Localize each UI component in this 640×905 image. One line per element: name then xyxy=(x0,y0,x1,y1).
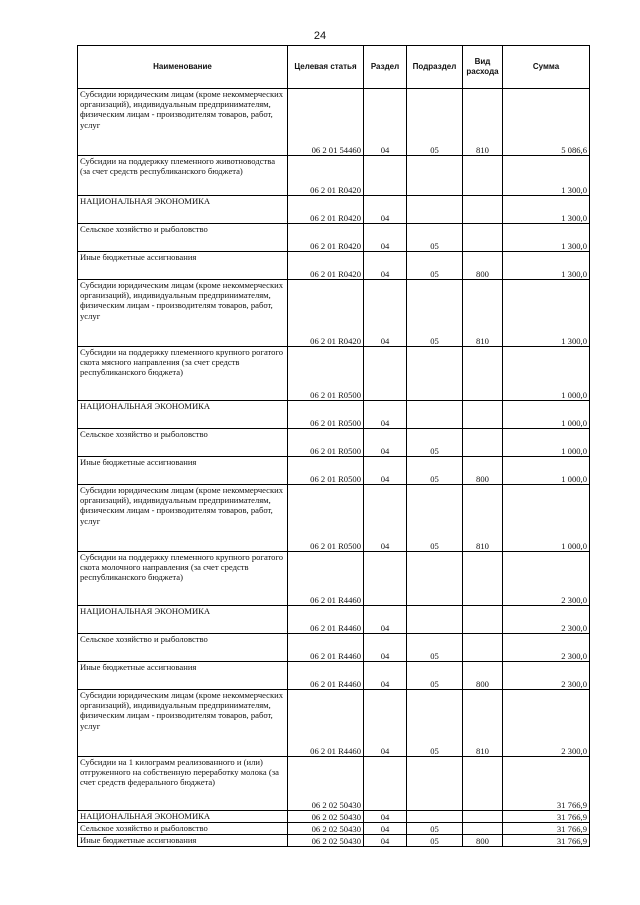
table-body xyxy=(78,89,590,847)
row-name: НАЦИОНАЛЬНАЯ ЭКОНОМИКА xyxy=(78,196,288,224)
row-target-article: 06 2 01 R4460 xyxy=(288,634,364,662)
row-target-article: 06 2 01 R0420 xyxy=(288,252,364,280)
row-expense-type xyxy=(463,429,503,457)
row-section: 04 xyxy=(364,280,407,347)
table-row xyxy=(78,634,590,662)
row-section: 04 xyxy=(364,835,407,847)
budget-table xyxy=(77,45,590,847)
row-subsection: 05 xyxy=(407,252,463,280)
row-subsection xyxy=(407,606,463,634)
row-section: 04 xyxy=(364,634,407,662)
row-subsection: 05 xyxy=(407,662,463,690)
header-sum: Сумма xyxy=(503,46,590,89)
row-name: Субсидии на поддержку племенного животноводства (за счет средств республиканского бюджета) xyxy=(78,156,288,196)
row-expense-type xyxy=(463,401,503,429)
row-name: Иные бюджетные ассигнования xyxy=(78,835,288,847)
row-name: Сельское хозяйство и рыболовство xyxy=(78,634,288,662)
row-target-article: 06 2 01 R0500 xyxy=(288,485,364,552)
row-target-article: 06 2 01 R0420 xyxy=(288,196,364,224)
table-row xyxy=(78,552,590,606)
row-subsection: 05 xyxy=(407,690,463,757)
row-expense-type: 800 xyxy=(463,252,503,280)
row-expense-type xyxy=(463,757,503,811)
row-subsection: 05 xyxy=(407,835,463,847)
table-row xyxy=(78,485,590,552)
table-row xyxy=(78,457,590,485)
row-expense-type: 800 xyxy=(463,662,503,690)
table-row xyxy=(78,280,590,347)
row-section: 04 xyxy=(364,662,407,690)
row-section: 04 xyxy=(364,401,407,429)
row-sum: 31 766,9 xyxy=(503,811,590,823)
row-name: Сельское хозяйство и рыболовство xyxy=(78,224,288,252)
row-name: Иные бюджетные ассигнования xyxy=(78,662,288,690)
row-expense-type: 800 xyxy=(463,457,503,485)
table-row xyxy=(78,757,590,811)
row-target-article: 06 2 01 R0500 xyxy=(288,457,364,485)
row-expense-type xyxy=(463,156,503,196)
row-section: 04 xyxy=(364,811,407,823)
row-sum: 31 766,9 xyxy=(503,757,590,811)
row-sum: 1 300,0 xyxy=(503,156,590,196)
row-section xyxy=(364,757,407,811)
row-section: 04 xyxy=(364,196,407,224)
row-subsection xyxy=(407,347,463,401)
table-row xyxy=(78,252,590,280)
row-subsection: 05 xyxy=(407,280,463,347)
row-section xyxy=(364,347,407,401)
row-target-article: 06 2 01 R0420 xyxy=(288,280,364,347)
row-subsection xyxy=(407,156,463,196)
row-expense-type xyxy=(463,823,503,835)
row-target-article: 06 2 01 R0420 xyxy=(288,224,364,252)
row-expense-type: 810 xyxy=(463,89,503,156)
row-section: 04 xyxy=(364,690,407,757)
row-name: Субсидии юридическим лицам (кроме некоммерческих организаций), индивидуальным предпринимателям, физическим лицам - производителям товаров, работ, услуг xyxy=(78,485,288,552)
row-subsection xyxy=(407,552,463,606)
row-section: 04 xyxy=(364,89,407,156)
table-row xyxy=(78,835,590,847)
row-sum: 2 300,0 xyxy=(503,552,590,606)
row-name: НАЦИОНАЛЬНАЯ ЭКОНОМИКА xyxy=(78,401,288,429)
row-subsection: 05 xyxy=(407,224,463,252)
row-target-article: 06 2 01 R4460 xyxy=(288,606,364,634)
row-sum: 1 000,0 xyxy=(503,347,590,401)
row-expense-type xyxy=(463,196,503,224)
row-name: Субсидии на поддержку племенного крупного рогатого скота мясного направления (за счет средств республиканского бюджета) xyxy=(78,347,288,401)
row-section: 04 xyxy=(364,429,407,457)
row-target-article: 06 2 01 54460 xyxy=(288,89,364,156)
row-expense-type xyxy=(463,606,503,634)
row-subsection: 05 xyxy=(407,457,463,485)
row-expense-type xyxy=(463,224,503,252)
table-row xyxy=(78,224,590,252)
table-row xyxy=(78,690,590,757)
row-target-article: 06 2 01 R4460 xyxy=(288,662,364,690)
row-sum: 1 300,0 xyxy=(503,252,590,280)
row-sum: 1 000,0 xyxy=(503,485,590,552)
row-subsection xyxy=(407,757,463,811)
row-section xyxy=(364,156,407,196)
row-sum: 2 300,0 xyxy=(503,662,590,690)
row-expense-type xyxy=(463,811,503,823)
row-sum: 1 300,0 xyxy=(503,196,590,224)
table-row xyxy=(78,196,590,224)
table-row xyxy=(78,823,590,835)
row-target-article: 06 2 01 R0500 xyxy=(288,401,364,429)
row-sum: 2 300,0 xyxy=(503,634,590,662)
table-row xyxy=(78,401,590,429)
row-sum: 1 000,0 xyxy=(503,457,590,485)
row-expense-type xyxy=(463,634,503,662)
row-section: 04 xyxy=(364,606,407,634)
row-sum: 1 000,0 xyxy=(503,429,590,457)
row-section: 04 xyxy=(364,457,407,485)
table-header-row xyxy=(78,46,590,89)
row-target-article: 06 2 02 50430 xyxy=(288,823,364,835)
page-number: 24 xyxy=(313,30,327,42)
table-row xyxy=(78,347,590,401)
row-target-article: 06 2 02 50430 xyxy=(288,835,364,847)
row-subsection xyxy=(407,196,463,224)
row-subsection: 05 xyxy=(407,429,463,457)
table-row xyxy=(78,89,590,156)
row-sum: 1 000,0 xyxy=(503,401,590,429)
header-section: Раздел xyxy=(364,46,407,89)
row-name: Субсидии на 1 килограмм реализованного и (или) отгруженного на собственную переработку молока (за счет средств федерального бюджета) xyxy=(78,757,288,811)
row-name: Иные бюджетные ассигнования xyxy=(78,457,288,485)
row-sum: 31 766,9 xyxy=(503,823,590,835)
table-row xyxy=(78,156,590,196)
header-expense-type: Вид расхода xyxy=(463,46,503,89)
row-target-article: 06 2 02 50430 xyxy=(288,757,364,811)
row-sum: 2 300,0 xyxy=(503,606,590,634)
row-sum: 1 300,0 xyxy=(503,224,590,252)
row-subsection: 05 xyxy=(407,823,463,835)
row-target-article: 06 2 01 R0500 xyxy=(288,347,364,401)
table-row xyxy=(78,429,590,457)
row-target-article: 06 2 01 R4460 xyxy=(288,690,364,757)
row-target-article: 06 2 01 R0420 xyxy=(288,156,364,196)
row-name: Субсидии на поддержку племенного крупного рогатого скота молочного направления (за счет средств республиканского бюджета) xyxy=(78,552,288,606)
row-target-article: 06 2 02 50430 xyxy=(288,811,364,823)
row-name: Сельское хозяйство и рыболовство xyxy=(78,823,288,835)
row-name: Субсидии юридическим лицам (кроме некоммерческих организаций), индивидуальным предпринимателям, физическим лицам - производителям товаров, работ, услуг xyxy=(78,89,288,156)
row-subsection xyxy=(407,811,463,823)
row-name: Сельское хозяйство и рыболовство xyxy=(78,429,288,457)
row-section: 04 xyxy=(364,485,407,552)
row-section: 04 xyxy=(364,823,407,835)
row-subsection xyxy=(407,401,463,429)
row-name: Субсидии юридическим лицам (кроме некоммерческих организаций), индивидуальным предпринимателям, физическим лицам - производителям товаров, работ, услуг xyxy=(78,690,288,757)
row-name: Иные бюджетные ассигнования xyxy=(78,252,288,280)
header-target-article: Целевая статья xyxy=(288,46,364,89)
table-row xyxy=(78,606,590,634)
row-name: НАЦИОНАЛЬНАЯ ЭКОНОМИКА xyxy=(78,606,288,634)
row-name: Субсидии юридическим лицам (кроме некоммерческих организаций), индивидуальным предпринимателям, физическим лицам - производителям товаров, работ, услуг xyxy=(78,280,288,347)
row-subsection: 05 xyxy=(407,485,463,552)
table-row xyxy=(78,662,590,690)
row-sum: 31 766,9 xyxy=(503,835,590,847)
row-target-article: 06 2 01 R4460 xyxy=(288,552,364,606)
row-subsection: 05 xyxy=(407,89,463,156)
row-expense-type: 810 xyxy=(463,690,503,757)
row-expense-type xyxy=(463,552,503,606)
row-section xyxy=(364,552,407,606)
header-subsection: Подраздел xyxy=(407,46,463,89)
row-expense-type: 800 xyxy=(463,835,503,847)
row-target-article: 06 2 01 R0500 xyxy=(288,429,364,457)
row-expense-type: 810 xyxy=(463,280,503,347)
row-sum: 2 300,0 xyxy=(503,690,590,757)
row-sum: 5 086,6 xyxy=(503,89,590,156)
row-section: 04 xyxy=(364,252,407,280)
row-subsection: 05 xyxy=(407,634,463,662)
row-name: НАЦИОНАЛЬНАЯ ЭКОНОМИКА xyxy=(78,811,288,823)
header-name: Наименование xyxy=(78,46,288,89)
row-sum: 1 300,0 xyxy=(503,280,590,347)
row-section: 04 xyxy=(364,224,407,252)
table-row xyxy=(78,811,590,823)
row-expense-type xyxy=(463,347,503,401)
row-expense-type: 810 xyxy=(463,485,503,552)
